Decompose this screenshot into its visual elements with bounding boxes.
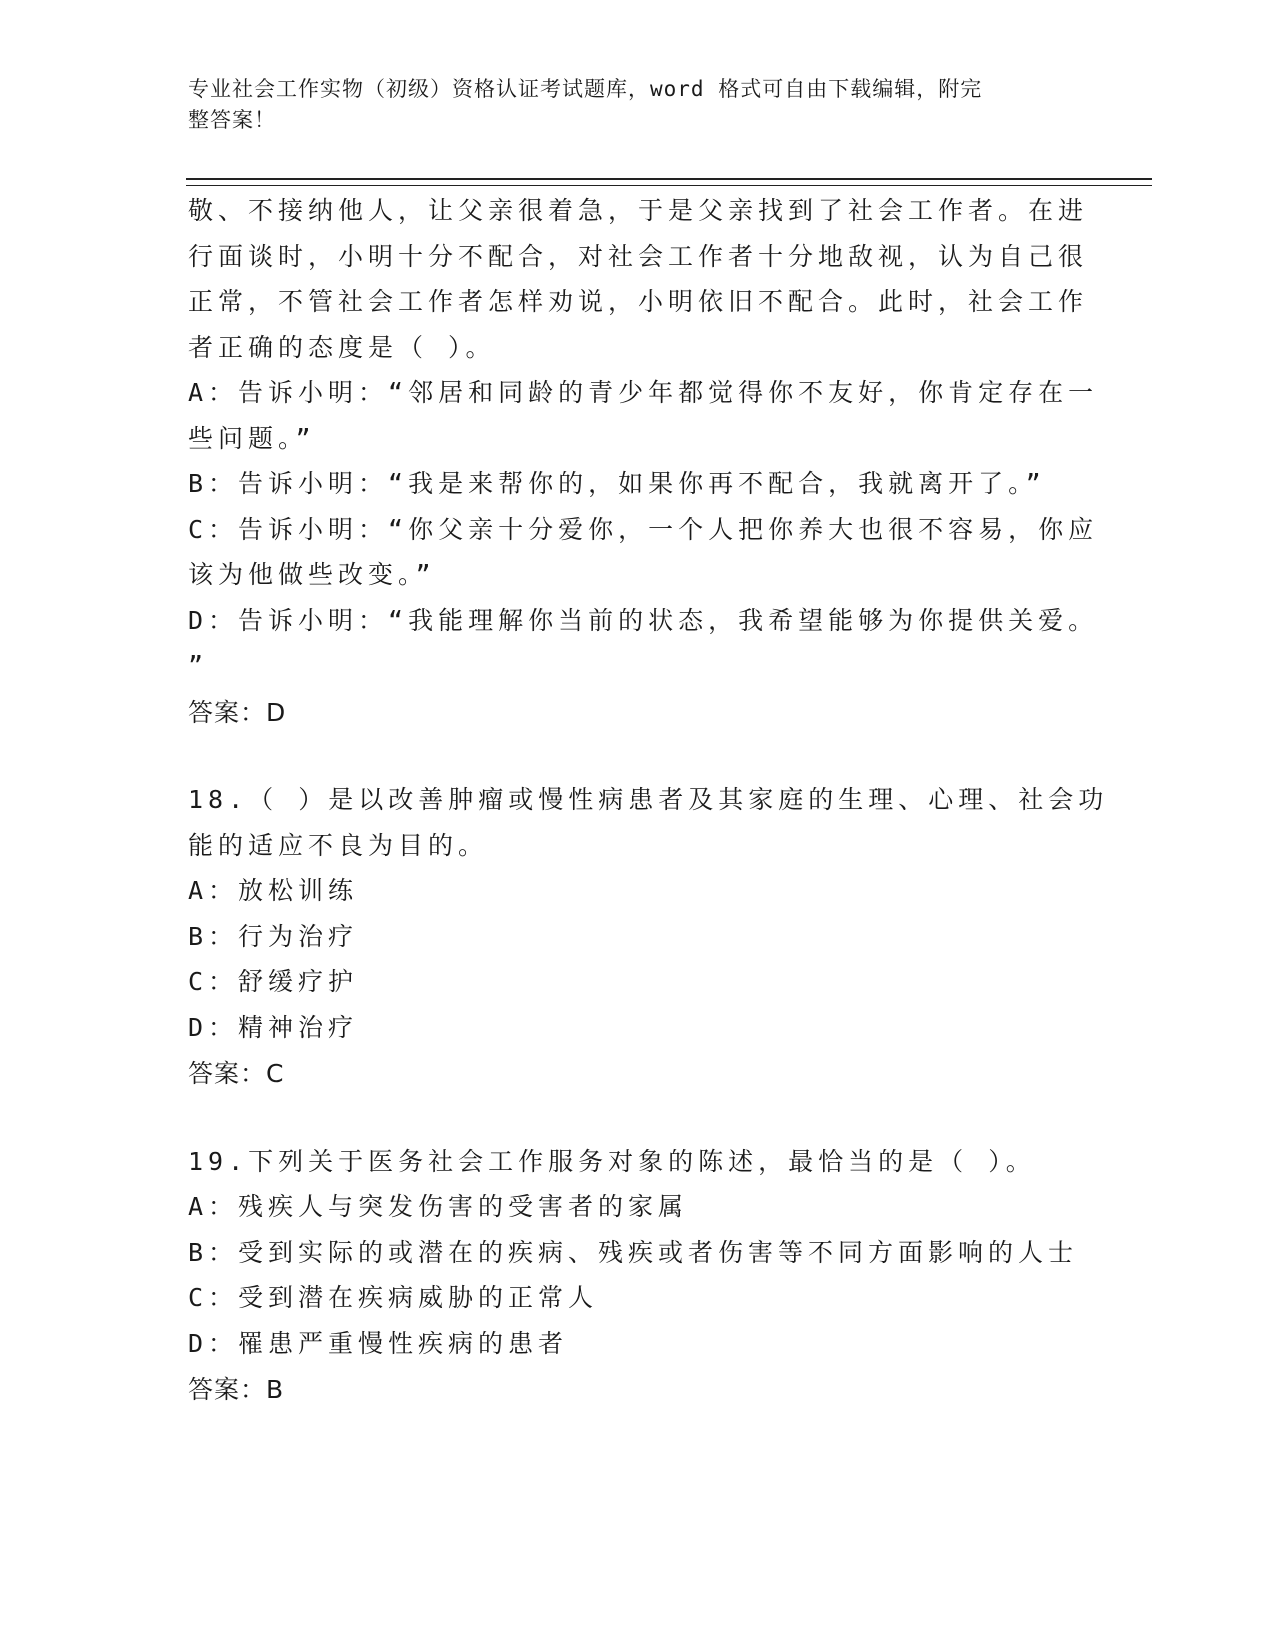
option-c-line: 该为他做些改变。” [188, 560, 436, 589]
option-a-line: A：告诉小明：“邻居和同龄的青少年都觉得你不友好，你肯定存在一 [188, 378, 1099, 407]
option-d-line: D：告诉小明：“我能理解你当前的状态，我希望能够为你提供关爱。 [188, 605, 1099, 635]
option-a-line: A：放松训练 [188, 876, 359, 905]
option-b-line: B：告诉小明：“我是来帮你的，如果你再不配合，我就离开了。” [188, 469, 1046, 498]
option-c-line: C：告诉小明：“你父亲十分爱你，一个人把你养大也很不容易，你应 [188, 514, 1099, 544]
spacer [188, 735, 1078, 777]
answer-label: 答案：D [188, 697, 287, 727]
document-body [188, 188, 1109, 1413]
option-d-line: ” [188, 651, 209, 680]
question-stem-line: 18.（ ）是以改善肿瘤或慢性病患者及其家庭的生理、心理、社会功 [188, 785, 1109, 814]
answer-label: 答案：C [188, 1059, 285, 1088]
option-c-line: C：受到潜在疾病威胁的正常人 [188, 1283, 599, 1312]
option-b-line: B：行为治疗 [188, 921, 359, 951]
option-d-line: D：精神治疗 [188, 1012, 359, 1042]
question-stem-line: 能的适应不良为目的。 [188, 830, 489, 860]
question-17 [188, 188, 1099, 735]
question-18 [188, 777, 1109, 1097]
question-stem-line: 敬、不接纳他人，让父亲很着急，于是父亲找到了社会工作者。在进 [188, 196, 1089, 225]
question-stem-line: 正常，不管社会工作者怎样劝说，小明依旧不配合。此时，社会工作 [188, 287, 1089, 316]
question-stem-line: 者正确的态度是（ ）。 [188, 332, 496, 362]
spacer [188, 1097, 1078, 1139]
option-a-line: A：残疾人与突发伤害的受害者的家属 [188, 1192, 689, 1221]
page-header [188, 74, 1068, 136]
question-19 [188, 1139, 1078, 1413]
header-title-line-2: 整答案！ [188, 108, 276, 132]
option-d-line: D：罹患严重慢性疾病的患者 [188, 1328, 569, 1358]
header-divider [186, 178, 1152, 186]
header-title-line-1: 专业社会工作实物（初级）资格认证考试题库，word 格式可自由下载编辑，附完 [188, 77, 983, 101]
option-c-line: C：舒缓疗护 [188, 967, 359, 996]
question-stem-line: 19.下列关于医务社会工作服务对象的陈述，最恰当的是（ ）。 [188, 1146, 1036, 1176]
option-a-line: 些问题。” [188, 423, 316, 453]
answer-label: 答案：B [188, 1375, 285, 1404]
question-stem-line: 行面谈时，小明十分不配合，对社会工作者十分地敌视，认为自己很 [188, 241, 1089, 271]
option-b-line: B：受到实际的或潜在的疾病、残疾或者伤害等不同方面影响的人士 [188, 1237, 1079, 1267]
